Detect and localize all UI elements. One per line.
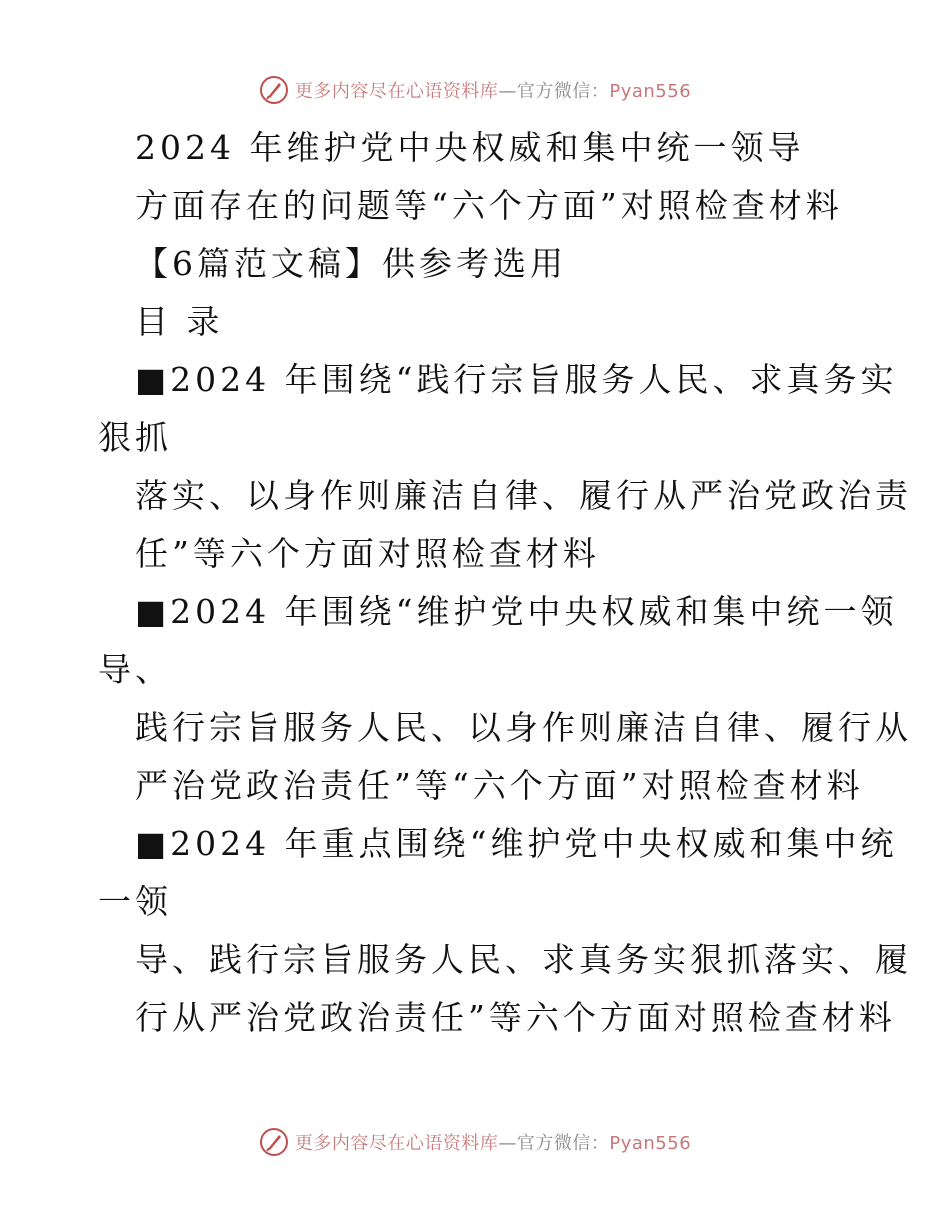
watermark-wechat-label: 官方微信：	[516, 81, 610, 102]
toc-item-3-line-2: 一领	[98, 882, 172, 921]
toc-item-3-line-3: 导、践行宗旨服务人民、求真务实狠抓落实、履	[135, 940, 912, 979]
watermark-separator: —	[498, 1133, 517, 1154]
watermark-wechat-id: Pyan556	[609, 1133, 692, 1154]
toc-item-3-line-4: 行从严治党政治责任”等六个方面对照检查材料	[135, 998, 896, 1037]
watermark-text	[295, 77, 691, 103]
title-line-3: 【6篇范文稿】供参考选用	[135, 244, 567, 283]
toc-heading: 目 录	[135, 302, 224, 341]
toc-item-3-line-1: ■2024 年重点围绕“维护党中央权威和集中统	[135, 824, 898, 863]
quill-pen-logo-icon	[259, 1127, 289, 1157]
toc-item-1-line-2: 狠抓	[98, 418, 172, 457]
title-line-1: 2024 年维护党中央权威和集中统一领导	[135, 128, 805, 167]
toc-item-2-line-4: 严治党政治责任”等“六个方面”对照检查材料	[135, 766, 864, 805]
toc-item-2-line-3: 践行宗旨服务人民、以身作则廉洁自律、履行从	[135, 708, 912, 747]
watermark-separator: —	[498, 81, 517, 102]
watermark-wechat-id: Pyan556	[609, 81, 692, 102]
quill-pen-logo-icon	[259, 75, 289, 105]
toc-item-1-line-3: 落实、以身作则廉洁自律、履行从严治党政治责	[135, 476, 912, 515]
header-watermark	[0, 70, 950, 110]
toc-item-1-line-4: 任”等六个方面对照检查材料	[135, 534, 600, 573]
toc-item-2-line-1: ■2024 年围绕“维护党中央权威和集中统一领	[135, 592, 898, 631]
toc-item-2-line-2: 导、	[98, 650, 172, 689]
footer-watermark	[0, 1122, 950, 1162]
watermark-site: 更多内容尽在心语资料库	[294, 81, 499, 102]
watermark-text	[295, 1129, 691, 1155]
watermark-site: 更多内容尽在心语资料库	[294, 1133, 499, 1154]
watermark-wechat-label: 官方微信：	[516, 1133, 610, 1154]
toc-item-1-line-1: ■2024 年围绕“践行宗旨服务人民、求真务实	[135, 360, 898, 399]
title-line-2: 方面存在的问题等“六个方面”对照检查材料	[135, 186, 843, 225]
